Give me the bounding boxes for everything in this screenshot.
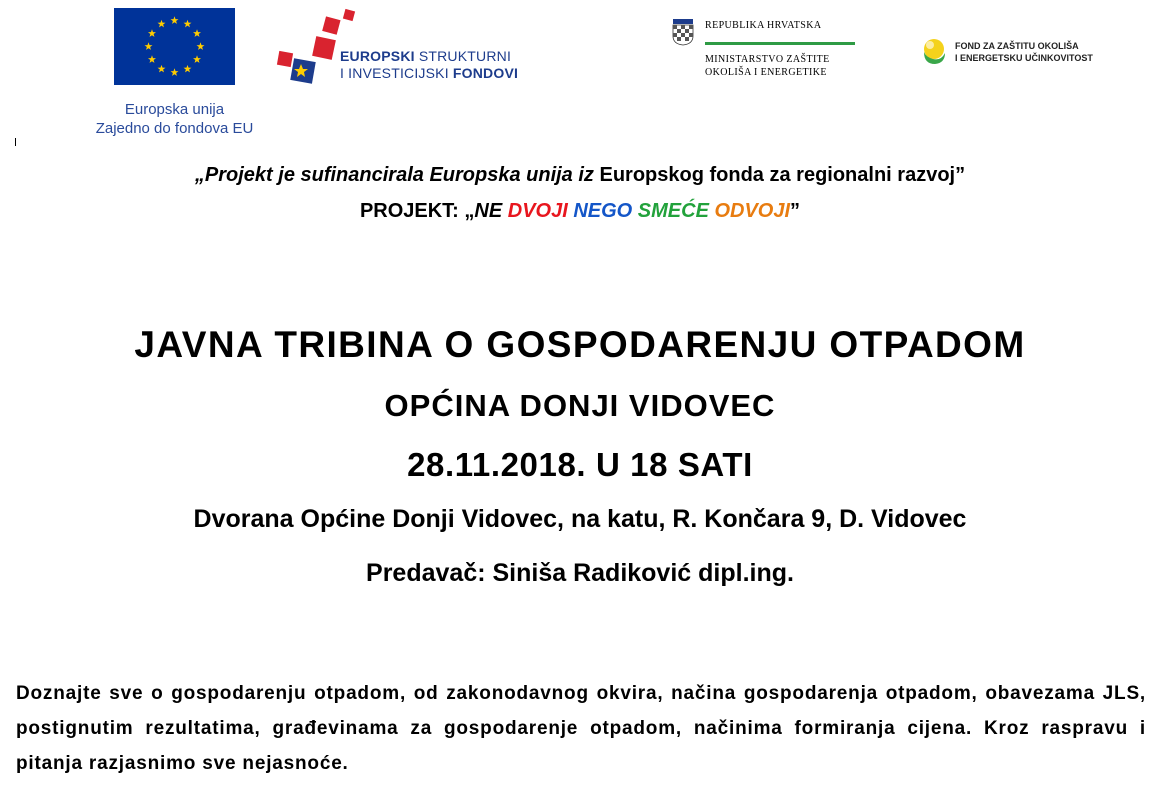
margin-mark: [15, 138, 16, 146]
eu-star-icon: [171, 16, 179, 24]
esif-bold-1: EUROPSKI: [340, 48, 415, 64]
event-title: JAVNA TRIBINA O GOSPODARENJU OTPADOM: [134, 324, 1026, 365]
project-prefix: PROJEKT: „: [359, 200, 475, 222]
slogan-word: DVOJI: [507, 200, 574, 222]
croatia-name: REPUBLIKA HRVATSKA: [705, 20, 822, 31]
cofinancing-statement: [0, 162, 1160, 188]
fund-name: [955, 40, 1093, 64]
eu-stars-icon: [114, 8, 235, 85]
ministry-line-1: MINISTARSTVO ZAŠTITE: [705, 54, 830, 65]
slogan-word: ODVOJI: [714, 200, 791, 222]
project-title: [0, 198, 1160, 224]
croatia-divider: [705, 42, 855, 45]
eu-star-icon: [171, 68, 179, 76]
eu-star-icon: [193, 29, 201, 37]
eu-star-icon: [145, 42, 153, 50]
cofinancing-fund: Europskog fonda za regionalni razvoj”: [599, 164, 966, 186]
eu-star-icon: [184, 65, 192, 73]
ministry-name: [705, 53, 830, 79]
eu-flag-logo: [114, 8, 235, 85]
fund-line-2: I ENERGETSKU UČINKOVITOST: [955, 53, 1093, 63]
esif-bold-2: FONDOVI: [452, 65, 519, 81]
slogan-word: NE: [474, 200, 508, 222]
cofinancing-italic: „Projekt je sufinancirala Europska unija iz: [194, 164, 600, 186]
eu-star-icon: [158, 65, 166, 73]
eu-star-icon: [193, 55, 201, 63]
event-description: Doznajte sve o gospodarenju otpadom, od zakonodavnog okvira, načina gospodarenja otpadom, obavezama JLS, postignutim rezultatima, građevinama za gospodarenje otpadom, načinima formiranja cijena. Kroz raspravu i pitanja razjasnimo sve nejasnoće.: [16, 683, 1146, 774]
event-date-time: 28.11.2018. U 18 SATI: [407, 446, 753, 483]
slogan-word: SMEĆE: [637, 200, 715, 222]
slogan-word: NEGO: [573, 200, 638, 222]
eu-star-icon: [148, 29, 156, 37]
croatia-crest-icon: [672, 18, 694, 46]
municipality-name: OPĆINA DONJI VIDOVEC: [384, 388, 776, 423]
esif-rest-2: I INVESTICIJSKI: [340, 65, 453, 81]
project-slogan: [474, 200, 790, 222]
eu-star-icon: [158, 20, 166, 28]
event-lecturer: Predavač: Siniša Radiković dipl.ing.: [366, 559, 794, 587]
eu-caption: Europska unija Zajedno do fondova EU: [95, 101, 254, 137]
esif-rest-1: STRUKTURNI: [414, 48, 512, 64]
eu-star-icon: [197, 42, 205, 50]
ministry-line-2: OKOLIŠA I ENERGETIKE: [705, 67, 827, 78]
eu-star-icon: [148, 55, 156, 63]
project-suffix: ”: [790, 200, 801, 222]
fund-logo-icon: [921, 36, 947, 66]
fund-line-1: FOND ZA ZAŠTITU OKOLIŠA: [955, 41, 1079, 51]
eu-star-icon: [184, 20, 192, 28]
event-venue: Dvorana Općine Donji Vidovec, na katu, R. Končara 9, D. Vidovec: [193, 505, 967, 533]
esif-logo-text: [340, 48, 518, 82]
